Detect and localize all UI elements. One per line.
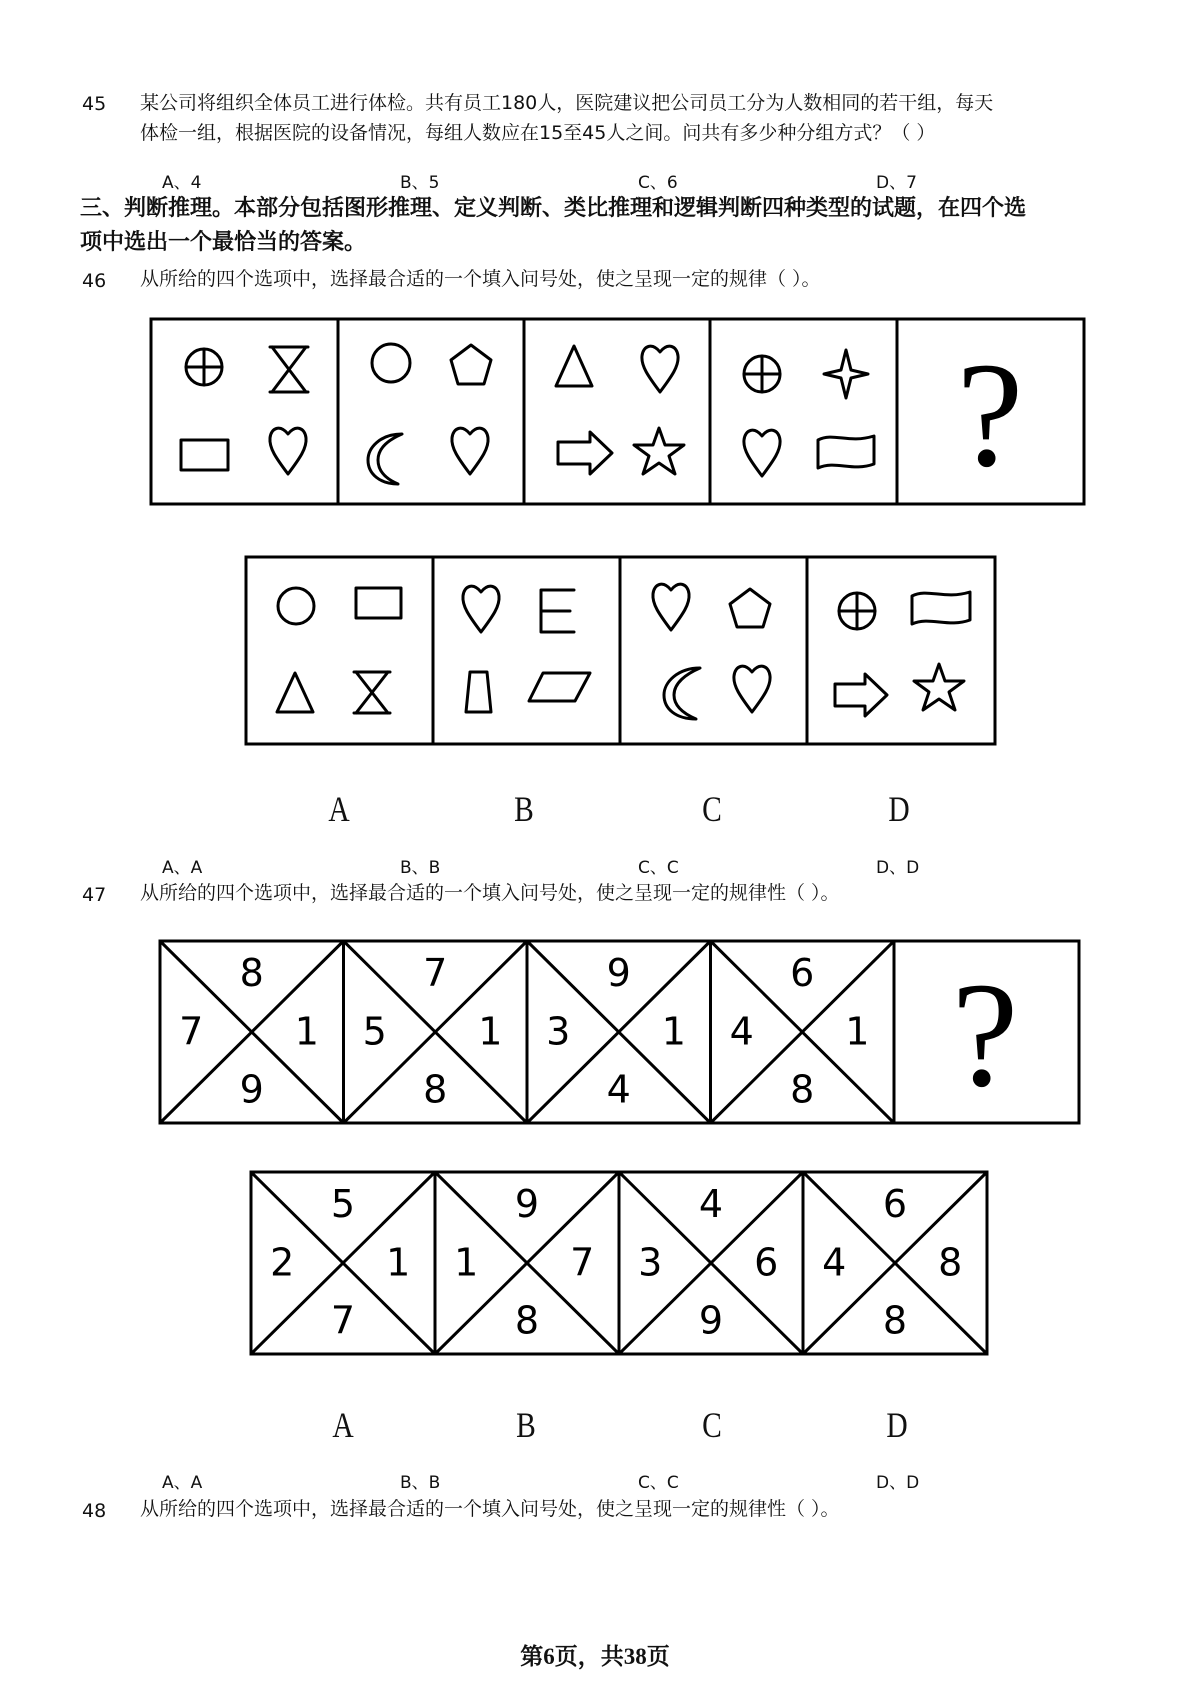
q47-option-cell-3 (619, 1172, 803, 1354)
q47-option-number-bottom: 8 (882, 1298, 908, 1343)
q47-stem-number-top: 9 (606, 951, 631, 996)
q47-option-number-top: 9 (514, 1182, 540, 1227)
q47-option-b[interactable]: B、B (400, 1473, 441, 1493)
page-footer: 第6页，共38页 (520, 1644, 670, 1669)
q47-option-number-top: 4 (698, 1182, 724, 1227)
q47-stem-cell-4 (711, 941, 895, 1123)
q47-option-number-right: 6 (754, 1240, 779, 1285)
q47-stem-number-top: 7 (423, 951, 448, 996)
q47-option-number-left: 4 (822, 1240, 847, 1285)
q47-stem-number-right: 1 (478, 1009, 503, 1054)
question-number-46: 46 (82, 270, 107, 292)
q47-option-a[interactable]: A、A (162, 1473, 203, 1493)
q47-option-c[interactable]: C、C (638, 1473, 679, 1493)
q47-stem-number-right: 1 (845, 1009, 870, 1054)
q47-stem-number-left: 7 (179, 1009, 204, 1054)
q47-option-label-b: B (516, 1405, 536, 1445)
q47-stem-number-bottom: 8 (790, 1067, 815, 1112)
q47-option-number-left: 2 (270, 1240, 295, 1285)
section-heading-line2: 项中选出一个最恰当的答案。 (80, 230, 367, 255)
q47-option-d[interactable]: D、D (876, 1473, 920, 1493)
q45-option-a[interactable]: A、4 (162, 173, 202, 193)
q46-option-d[interactable]: D、D (876, 858, 920, 878)
q47-stem-number-right: 1 (661, 1009, 686, 1054)
q47-option-label-a: A (332, 1405, 354, 1445)
question-46-text: 从所给的四个选项中，选择最合适的一个填入问号处，使之呈现一定的规律（ ）。 (140, 268, 821, 290)
q47-option-label-d: D (886, 1405, 908, 1445)
q46-option-c[interactable]: C、C (638, 858, 679, 878)
q47-stem-number-bottom: 4 (606, 1067, 631, 1112)
q47-option-number-bottom: 8 (514, 1298, 540, 1343)
section-heading-line1: 三、判断推理。本部分包括图形推理、定义判断、类比推理和逻辑判断四种类型的试题，在四个选 (80, 196, 1027, 221)
question-number-45: 45 (82, 93, 107, 115)
q47-stem-number-left: 5 (362, 1009, 387, 1054)
q47-option-number-bottom: 7 (330, 1298, 356, 1343)
q47-stem-number-left: 4 (729, 1009, 754, 1054)
question-45-text-line1: 某公司将组织全体员工进行体检。共有员工180人，医院建议把公司员工分为人数相同的若干组，每天 (140, 92, 994, 114)
q46-option-label-c: C (702, 789, 722, 829)
q47-stem-number-left: 3 (546, 1009, 571, 1054)
q45-option-b[interactable]: B、5 (400, 173, 440, 193)
q47-option-number-right: 8 (938, 1240, 963, 1285)
q47-stem-number-bottom: 9 (239, 1067, 264, 1112)
q47-option-number-left: 1 (454, 1240, 479, 1285)
q47-option-label-c: C (702, 1405, 722, 1445)
q47-stem-cell-1 (160, 941, 344, 1123)
q47-option-cell-4 (803, 1172, 987, 1354)
q47-stem-cell-2 (344, 941, 528, 1123)
q46-option-label-b: B (514, 789, 534, 829)
question-48-text: 从所给的四个选项中，选择最合适的一个填入问号处，使之呈现一定的规律性（ ）。 (140, 1498, 840, 1520)
q47-stem-number-bottom: 8 (423, 1067, 448, 1112)
q46-option-a[interactable]: A、A (162, 858, 203, 878)
q47-stem-panel (160, 941, 1079, 1123)
question-number-47: 47 (82, 884, 107, 906)
q47-option-number-top: 5 (330, 1182, 356, 1227)
q47-option-number-right: 7 (570, 1240, 595, 1285)
q45-option-d[interactable]: D、7 (876, 173, 917, 193)
q46-question-mark: ? (956, 332, 1024, 498)
q45-option-c[interactable]: C、6 (638, 173, 678, 193)
question-number-48: 48 (82, 1500, 107, 1522)
q47-stem-cell-3 (527, 941, 711, 1123)
q47-option-number-right: 1 (386, 1240, 411, 1285)
q47-option-number-left: 3 (638, 1240, 663, 1285)
q47-stem-number-top: 6 (790, 951, 815, 996)
question-47-text: 从所给的四个选项中，选择最合适的一个填入问号处，使之呈现一定的规律性（ ）。 (140, 882, 840, 904)
q47-stem-number-right: 1 (294, 1009, 319, 1054)
q47-option-number-top: 6 (882, 1182, 908, 1227)
q47-question-mark: ? (951, 952, 1019, 1118)
q47-option-number-bottom: 9 (698, 1298, 724, 1343)
q47-options-panel (251, 1172, 987, 1354)
question-45-text-line2: 体检一组，根据医院的设备情况，每组人数应在15至45人之间。问共有多少种分组方式？（ ） (140, 122, 936, 144)
q46-option-label-d: D (888, 789, 910, 829)
q46-option-label-a: A (328, 789, 350, 829)
q47-option-cell-1 (251, 1172, 435, 1354)
q46-option-b[interactable]: B、B (400, 858, 441, 878)
q47-option-cell-2 (435, 1172, 619, 1354)
q47-stem-number-top: 8 (239, 951, 264, 996)
